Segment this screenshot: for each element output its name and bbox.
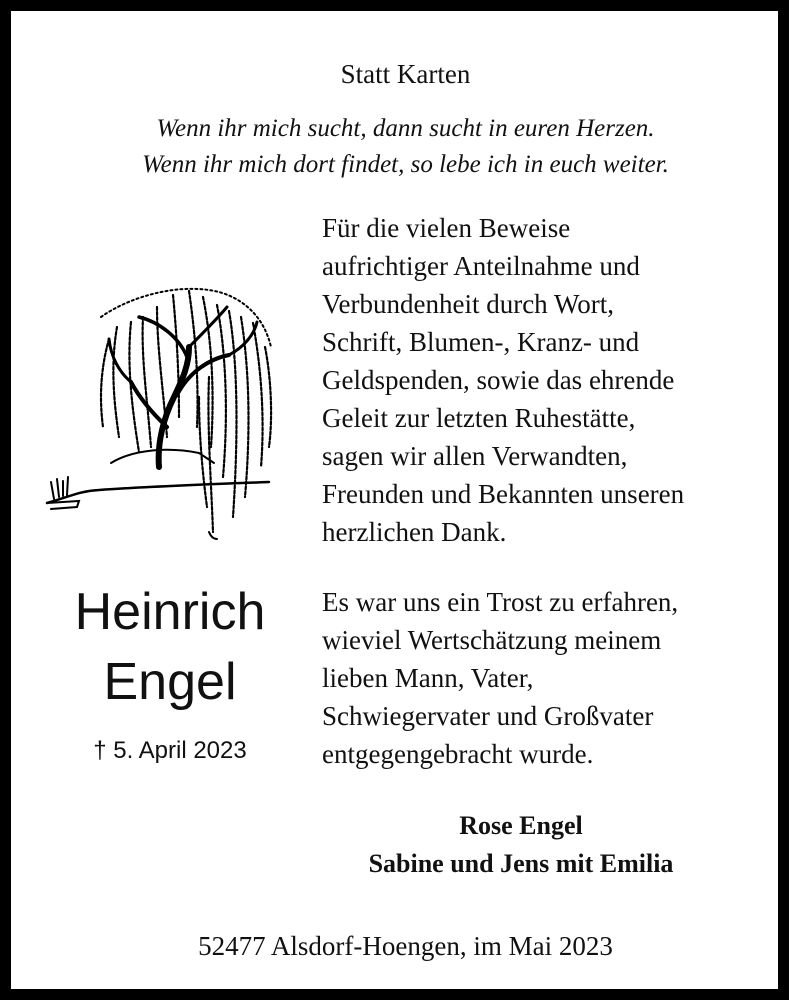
signer-name: Sabine und Jens mit Emilia (368, 849, 674, 878)
place-date: 52477 Alsdorf-Hoengen, im Mai 2023 (198, 931, 613, 961)
last-name: Engel (103, 653, 237, 711)
first-name: Heinrich (74, 583, 266, 641)
motto-line: Wenn ihr mich sucht, dann sucht in euren Herzen. (156, 115, 655, 142)
deceased-name (41, 577, 299, 717)
comfort-line: lieben Mann, Vater, (322, 663, 534, 693)
motto-line: Wenn ihr mich dort findet, so lebe ich in euch weiter. (142, 151, 669, 178)
thanks-line: aufrichtiger Anteilnahme und (322, 251, 640, 281)
comfort-line: Schwiegervater und Großvater (322, 701, 654, 731)
thanks-line: herzlichen Dank. (322, 517, 507, 547)
thanks-line: Schrift, Blumen-, Kranz- und (322, 327, 640, 357)
thanks-line: Freunden und Bekannten unseren (322, 479, 685, 509)
thanks-paragraph (322, 209, 789, 551)
death-date: † 5. April 2023 (93, 737, 247, 764)
comfort-line: Es war uns ein Trost zu erfahren, (322, 587, 679, 617)
thanks-line: Geleit zur letzten Ruhestätte, (322, 403, 636, 433)
comfort-line: wieviel Wertschätzung meinem (322, 625, 662, 655)
thanks-line: sagen wir allen Verwandten, (322, 441, 628, 471)
signers (311, 807, 731, 883)
thanks-line: Geldspenden, sowie das ehrende (322, 365, 675, 395)
header-text: Statt Karten (340, 59, 471, 89)
thanks-line: Für die vielen Beweise (322, 213, 571, 243)
weeping-willow-illustration (39, 277, 284, 547)
thanks-line: Verbundenheit durch Wort, (322, 289, 615, 319)
comfort-line: entgegengebracht wurde. (322, 739, 594, 769)
signer-name: Rose Engel (459, 811, 583, 840)
comfort-paragraph (322, 583, 789, 773)
motto (11, 111, 789, 183)
